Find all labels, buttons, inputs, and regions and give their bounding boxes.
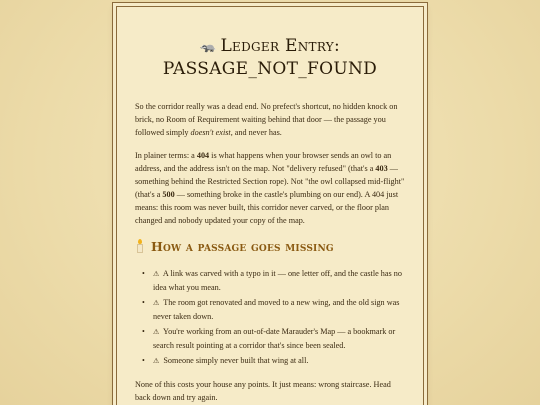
ledger-card [116, 6, 424, 405]
closing-paragraph: None of this costs your house any points. It just means: wrong staircase. Head back down and try again. [135, 380, 391, 402]
title-line-1: Ledger Entry: [220, 36, 341, 56]
warning-icon: ⚠ [153, 299, 160, 307]
section-heading: How a passage goes missing [135, 239, 405, 255]
list-item: • ⚠ The room got renovated and moved to a new wing, and the old sign was never taken down. [147, 296, 405, 323]
reasons-list [135, 267, 405, 368]
code-404: 404 [196, 151, 210, 160]
list-item: • ⚠ Someone simply never built that wing at all. [147, 354, 405, 368]
code-403: 403 [375, 164, 388, 173]
list-item: • ⚠ You're working from an out-of-date Marauder's Map — a bookmark or search result pointing at a corridor that's since been sealed. [147, 325, 405, 352]
title-line-2: PASSAGE_NOT_FOUND [162, 59, 378, 79]
intro-paragraph: So the corridor really was a dead end. No prefect's shortcut, no hidden knock on brick, no Room of Requirement waiting behind that door — the passage you followed simply doesn't exist, and never has. [135, 102, 398, 137]
warning-icon: ⚠ [153, 270, 160, 278]
list-item: • ⚠ A link was carved with a typo in it — one letter off, and the castle has no idea what you mean. [147, 267, 405, 294]
warning-icon: ⚠ [153, 357, 160, 365]
warning-icon: ⚠ [153, 328, 160, 336]
badger-icon: 🦡 [199, 39, 217, 54]
plain-terms-paragraph: In plainer terms: a 404 is what happens when your browser sends an owl to an address, and the address isn't on the map. Not "delivery refused" (that's a 403 — something behind the Restricted Section rope). Not "the owl collapsed mid-flight" (that's a 500 — something broke in the castle's plumbing on our end). A 404 just means: this room was never built, this corridor never carved, or the floor plan changed and nobody updated your copy of the map. [135, 151, 405, 225]
intro-emphasis: doesn't exist [190, 128, 231, 137]
page-title [135, 35, 405, 80]
candle-icon [135, 239, 145, 253]
code-500: 500 [162, 190, 175, 199]
